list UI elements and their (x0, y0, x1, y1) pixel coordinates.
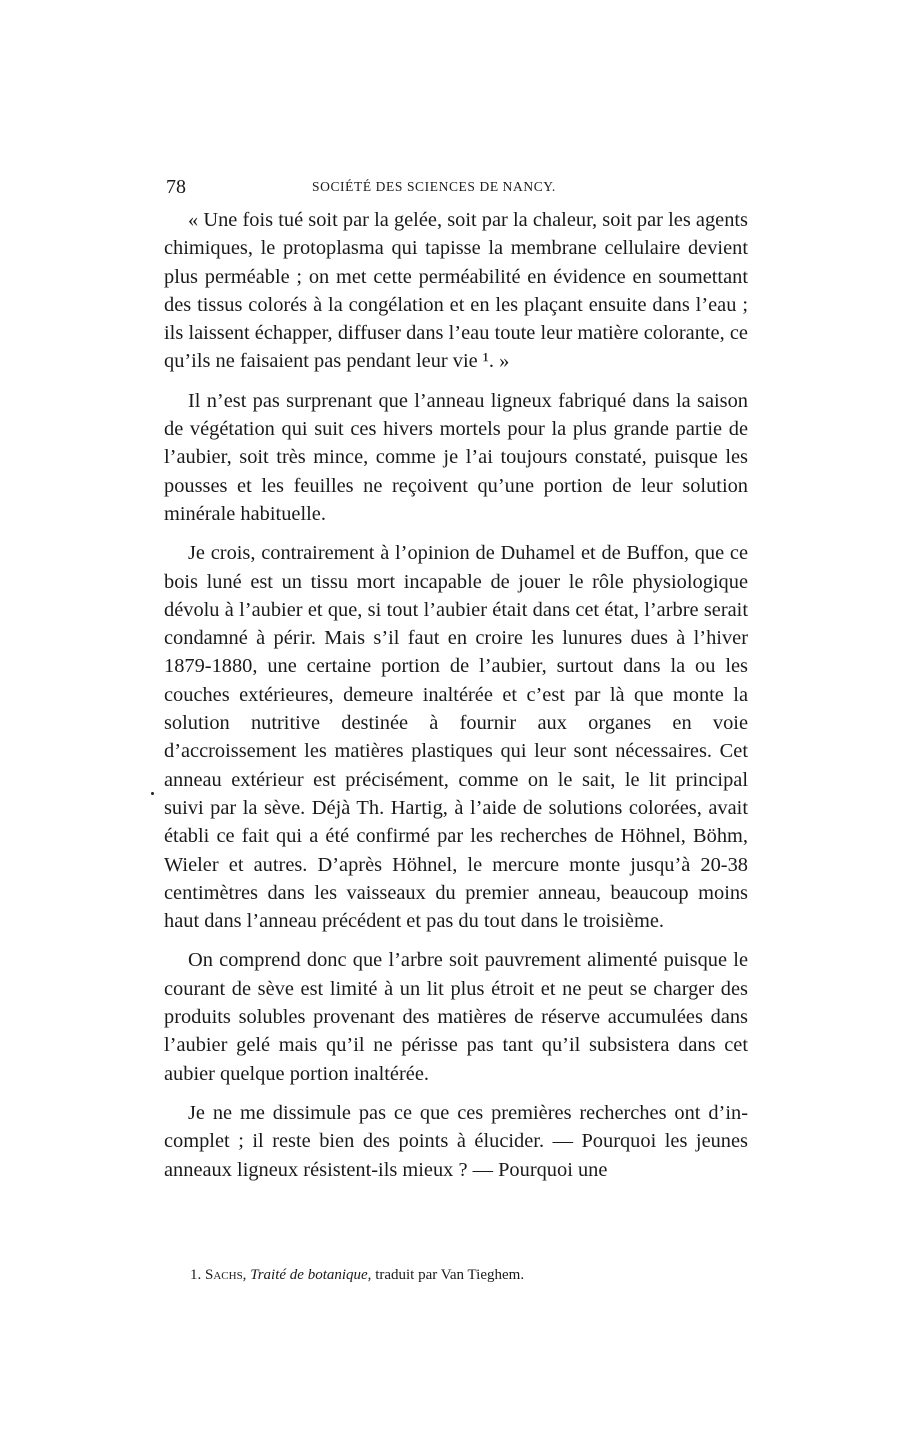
paragraph: Il n’est pas surprenant que l’anneau ligneux fabriqué dans la saison de végétation qui suit ces hivers mortels pour la plus grande partie de l’aubier, soit très mince, comme je l’ai toujours constaté, puisque les pousses et les feuilles ne reçoivent qu’une portion de leur solution minérale habituelle. (164, 389, 748, 525)
footnote-author: Sachs, (205, 1267, 247, 1283)
running-head: SOCIÉTÉ DES SCIENCES DE NANCY. (312, 179, 556, 194)
paragraph: Je ne me dissimule pas ce que ces premières recherches ont d’incomplet ; il reste bien des points à élucider. — Pourquoi les jeunes anneaux ligneux résistent-ils mieux ? — Pourquoi une (164, 1101, 748, 1181)
paragraph: Je crois, contrairement à l’opinion de Duhamel et de Buffon, que ce bois luné est un tissu mort incapable de jouer le rôle physiologique dévolu à l’aubier et que, si tout l’aubier était dans cet état, l’arbre serait condamné à périr. Mais s’il faut en croire les lunures dues à l’hiver 1879-1880, une certaine portion de l’aubier, surtout dans la ou les couches extérieures, demeure inaltérée et c’est par là que monte la solution nutritive destinée à fournir aux organes en voie d’accroissement les matières plastiques qui leur sont nécessaires. Cet anneau extérieur est précisément, comme on le sait, le lit principal suivi par la sève. Déjà Th. Hartig, à l’aide de solutions colorées, avait établi ce fait qui a été confirmé par les recherches de Höhnel, Böhm, Wieler et autres. D’après Höhnel, le mercure monte jusqu’à 20-38 centimètres dans les vaisseaux du premier anneau, beaucoup moins haut dans l’anneau précédent et pas du tout dans le troisième. (164, 542, 748, 933)
footnote-number: 1. (190, 1267, 202, 1283)
footnote-title: Traité de botanique, (250, 1267, 372, 1283)
paragraph: On comprend donc que l’arbre soit pauvrement alimenté puisque le courant de sève est limité à un lit plus étroit et ne peut se charger des produits solubles provenant des matières de réserve accumulées dans l’aubier gelé mais qu’il ne périsse pas tant qu’il subsistera dans cet aubier quelque portion inaltérée. (164, 949, 748, 1085)
paragraph-quote: « Une fois tué soit par la gelée, soit par la chaleur, soit par les agents chimiques, le protoplasma qui tapisse la membrane cellulaire devient plus perméable ; on met cette perméabilité en évidence en soumettant des tissus colorés à la congélation et en les plaçant ensuite dans l’eau ; ils laissent échapper, diffuser dans l’eau toute leur matière colorante, ce qu’ils ne faisaient pas pendant leur vie ¹. » (164, 209, 748, 373)
page-header (166, 176, 748, 200)
body-text (164, 206, 748, 1195)
print-speck (151, 792, 154, 795)
page-number: 78 (166, 176, 186, 198)
footnote-rest: traduit par Van Tieghem. (375, 1267, 525, 1283)
footnote (190, 1265, 750, 1285)
